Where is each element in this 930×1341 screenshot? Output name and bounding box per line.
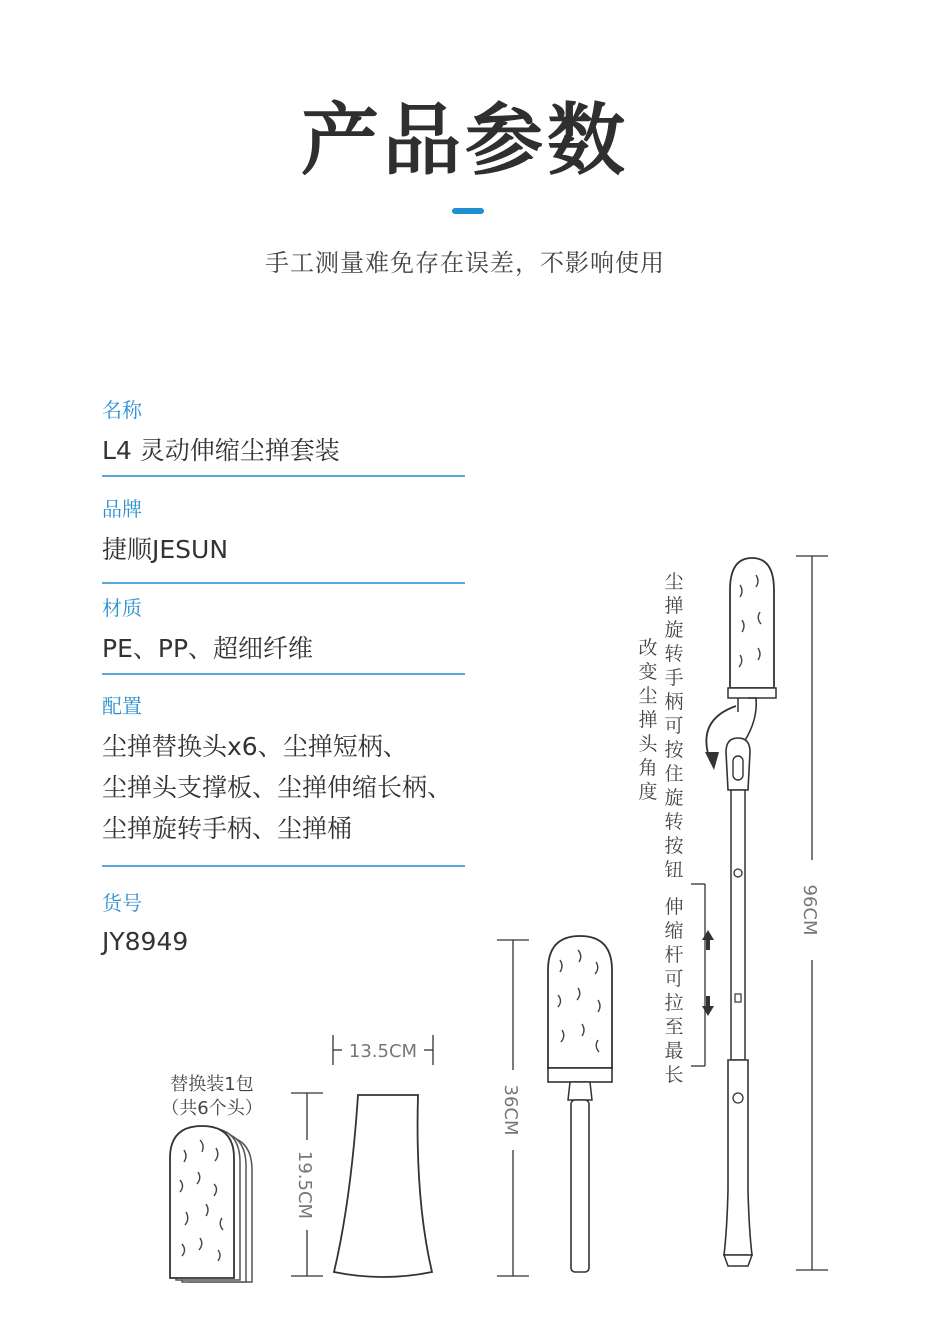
bucket-height-dim: 19.5CM (294, 1150, 315, 1220)
rotate-note-1: 尘掸旋转手柄可按住旋转按钮 (664, 571, 684, 881)
spec-value: 捷顺JESUN (102, 535, 229, 564)
spec-label: 材质 (102, 596, 142, 620)
page-subtitle: 手工测量难免存在误差，不影响使用 (265, 249, 665, 277)
long-duster-length-dim: 96CM (799, 884, 820, 936)
refill-label-2: （共6个头） (161, 1098, 263, 1119)
page-title: 产品参数 (300, 96, 629, 186)
refill-label-1: 替换装1包 (170, 1074, 254, 1095)
rotate-note-2: 改变尘掸头角度 (638, 637, 658, 803)
config-line: 尘掸头支撑板、尘掸伸缩长柄、 (102, 773, 453, 802)
spec-value: L4 灵动伸缩尘掸套装 (102, 436, 340, 465)
short-duster-illustration (497, 936, 612, 1276)
long-duster-illustration (691, 556, 828, 1270)
spec-label: 配置 (102, 694, 142, 718)
bucket-illustration (291, 1035, 433, 1277)
spec-label: 货号 (102, 891, 142, 915)
config-line: 尘掸替换头x6、尘掸短柄、 (102, 732, 408, 761)
spec-label: 名称 (102, 398, 142, 422)
spec-value: JY8949 (102, 927, 189, 956)
spec-label: 品牌 (102, 497, 142, 521)
short-duster-length-dim: 36CM (500, 1084, 521, 1136)
telescopic-note: 伸缩杆可拉至最长 (664, 896, 684, 1086)
refill-pack-illustration (161, 1074, 262, 1282)
config-line: 尘掸旋转手柄、尘掸桶 (102, 814, 353, 843)
bucket-width-dim: 13.5CM (348, 1041, 418, 1062)
spec-value: PE、PP、超细纤维 (102, 634, 314, 663)
